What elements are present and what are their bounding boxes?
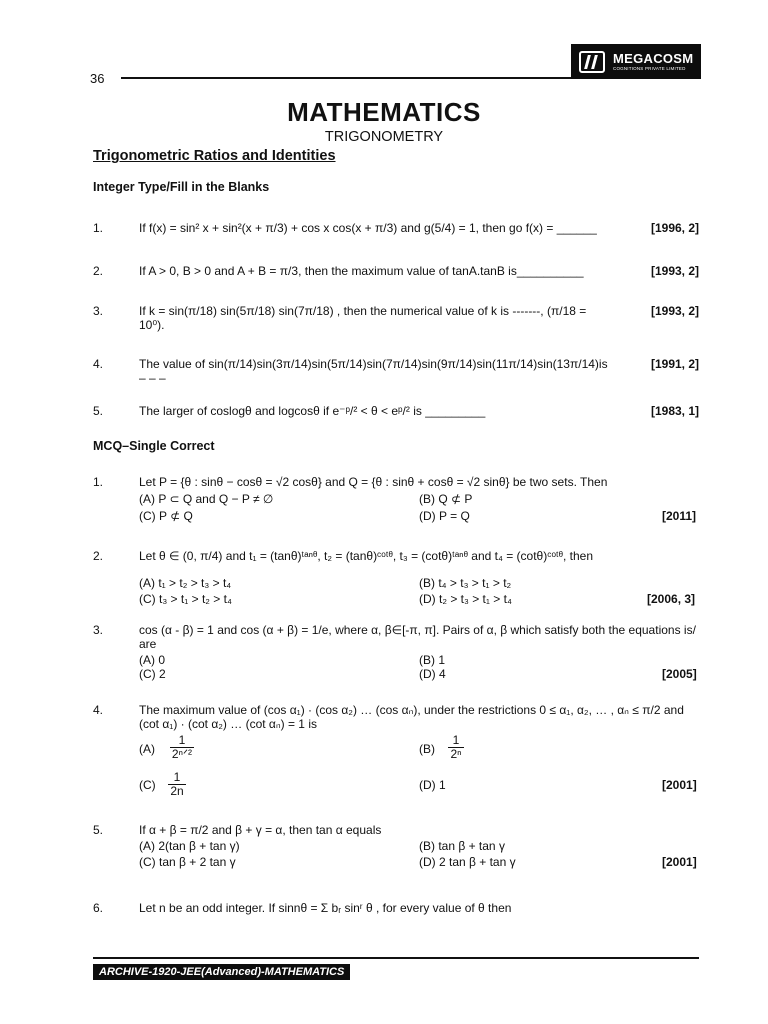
question-number: 1.	[93, 475, 104, 489]
option-b: (B) t₄ > t₃ > t₁ > t₂	[419, 576, 512, 590]
option-b: (B) 1	[419, 653, 446, 667]
option-d: (D) 1	[419, 778, 446, 792]
question-year: [2005]	[662, 667, 697, 681]
question-text: The value of sin(π/14)sin(3π/14)sin(5π/14)sin(7π/14)sin(9π/14)sin(11π/14)sin(13π/14)is – – –	[139, 357, 608, 385]
question-year: [1991, 2]	[650, 357, 699, 371]
question-text: The maximum value of (cos α₁) · (cos α₂) … (cos αₙ), under the restrictions 0 ≤ α₁, α₂, … , αₙ ≤ π/2 and (cot α₁) · (cot α₂) … (cot αₙ) = 1 is	[139, 703, 684, 731]
option-b: (B) tan β + tan γ	[419, 839, 505, 853]
option-d: (D) 2 tan β + tan γ	[419, 855, 516, 869]
page-title: MATHEMATICS	[287, 97, 481, 127]
fraction-denominator: 2ⁿᐟ²	[171, 747, 193, 761]
question-number: 5.	[93, 404, 104, 418]
header-rule	[121, 77, 576, 79]
book-icon	[579, 51, 605, 73]
question-text: cos (α - β) = 1 and cos (α + β) = 1/e, where α, β∈[-π, π]. Pairs of α, β which satisfy both the equations is/ are	[139, 623, 696, 651]
question-number: 4.	[93, 703, 104, 717]
option-c: (C) P ⊄ Q	[139, 509, 193, 523]
question-number: 3.	[93, 304, 104, 318]
fraction-numerator: 1	[173, 770, 181, 784]
footer-rule	[93, 957, 699, 959]
question-year: [2001]	[662, 855, 697, 869]
question-year: [2011]	[662, 509, 697, 523]
option-d: (D) P = Q	[419, 509, 470, 523]
option-c: (C)	[139, 778, 156, 792]
question-number: 6.	[93, 901, 104, 915]
page-subtitle: TRIGONOMETRY	[324, 129, 444, 145]
question-text: Let P = {θ : sinθ − cosθ = √2 cosθ} and Q = {θ : sinθ + cosθ = √2 sinθ} be two sets. Then	[139, 475, 608, 489]
question-text: If f(x) = sin² x + sin²(x + π/3) + cos x cos(x + π/3) and g(5/4) = 1, then go f(x) = ______	[139, 221, 597, 235]
option-c: (C) 2	[139, 667, 166, 681]
option-a: (A) P ⊂ Q and Q − P ≠ ∅	[139, 492, 274, 506]
logo-name: MEGACOSM	[613, 50, 694, 66]
question-text: If k = sin(π/18) sin(5π/18) sin(7π/18) , then the numerical value of k is -------, (π/18 = 10⁰).	[139, 304, 587, 332]
mcq-heading: MCQ–Single Correct	[93, 439, 215, 453]
footer-label: ARCHIVE-1920-JEE(Advanced)-MATHEMATICS	[93, 964, 350, 980]
option-c-fraction	[168, 771, 186, 798]
option-d: (D) 4	[419, 667, 446, 681]
option-a: (A) 0	[139, 653, 166, 667]
option-a-fraction	[170, 734, 194, 761]
question-number: 4.	[93, 357, 104, 371]
option-a: (A)	[139, 742, 155, 756]
section-heading: Trigonometric Ratios and Identities	[93, 148, 336, 164]
option-c: (C) tan β + 2 tan γ	[139, 855, 236, 869]
logo-subtitle: COGNITIONS PRIVATE LIMITED	[613, 65, 686, 71]
question-year: [1993, 2]	[650, 304, 699, 318]
question-text: The larger of coslogθ and logcosθ if e⁻ᵖ/² < θ < eᵖ/² is _________	[139, 404, 486, 418]
integer-type-heading: Integer Type/Fill in the Blanks	[93, 180, 270, 194]
question-year: [2001]	[662, 778, 697, 792]
fraction-denominator: 2n	[168, 784, 186, 798]
question-number: 3.	[93, 623, 104, 637]
option-b-fraction	[448, 734, 464, 761]
option-b: (B) Q ⊄ P	[419, 492, 473, 506]
question-year: [1996, 2]	[650, 221, 699, 235]
fraction-denominator: 2ⁿ	[448, 747, 464, 761]
fraction-numerator: 1	[452, 733, 460, 747]
question-text: If A > 0, B > 0 and A + B = π/3, then the maximum value of tanA.tanB is__________	[139, 264, 584, 278]
option-b: (B)	[419, 742, 435, 756]
fraction-numerator: 1	[178, 733, 186, 747]
question-year: [2006, 3]	[647, 592, 696, 606]
question-number: 1.	[93, 221, 104, 235]
option-d: (D) t₂ > t₃ > t₁ > t₄	[419, 592, 512, 606]
question-text: If α + β = π/2 and β + γ = α, then tan α equals	[139, 823, 382, 837]
question-text: Let θ ∈ (0, π/4) and t₁ = (tanθ)ᵗᵃⁿᶿ, t₂ = (tanθ)ᶜᵒᵗᶿ, t₃ = (cotθ)ᵗᵃⁿᶿ and t₄ = (cotθ)ᶜᵒᵗᶿ, then	[139, 549, 594, 563]
option-c: (C) t₃ > t₁ > t₂ > t₄	[139, 592, 232, 606]
question-number: 2.	[93, 264, 104, 278]
question-number: 2.	[93, 549, 104, 563]
option-a: (A) 2(tan β + tan γ)	[139, 839, 240, 853]
publisher-logo	[571, 44, 701, 79]
option-a: (A) t₁ > t₂ > t₃ > t₄	[139, 576, 232, 590]
page-number: 36	[90, 71, 105, 86]
question-year: [1983, 1]	[650, 404, 699, 418]
question-text: Let n be an odd integer. If sinnθ = Σ bᵣ sinʳ θ , for every value of θ then	[139, 901, 512, 915]
question-year: [1993, 2]	[650, 264, 699, 278]
question-number: 5.	[93, 823, 104, 837]
